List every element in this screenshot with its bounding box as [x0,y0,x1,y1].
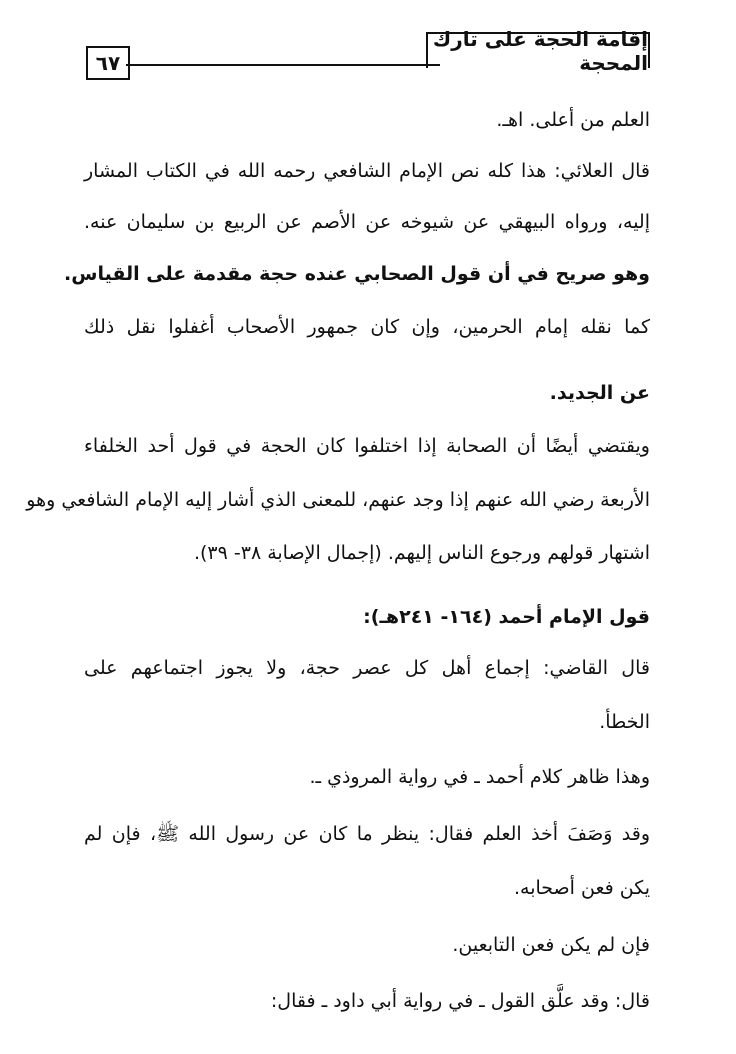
page-header [86,26,650,75]
text-line-4: وهو صريح في أن قول الصحابي عنده حجة مقدمة على القياس. [64,263,650,285]
header-rule [126,64,440,66]
text-line-15: يكن فعن أصحابه. [513,877,650,899]
text-line-13: وهذا ظاهر كلام أحمد ـ في رواية المروذي ـ. [309,766,650,788]
text-line-9: اشتهار قولهم ورجوع الناس إليهم. (إجمال الإصابة ٣٨- ٣٩). [193,542,650,564]
text-line-12: الخطأ. [599,711,650,733]
text-line-14: وقد وَصَفَ أخذ العلم فقال: ينظر ما كان عن رسول الله ﷺ، فإن لم [84,823,650,845]
text-line-6: عن الجديد. [549,382,650,404]
text-line-5: كما نقله إمام الحرمين، وإن كان جمهور الأصحاب أغفلوا نقل ذلك [84,316,650,338]
section-heading: قول الإمام أحمد (١٦٤- ٢٤١هـ): [363,606,650,628]
text-line-2: قال العلائي: هذا كله نص الإمام الشافعي رحمه الله في الكتاب المشار [84,160,650,182]
page-number: ٦٧ [86,46,130,80]
running-title: إقامة الحجة على تارك المحجة [426,32,650,68]
text-line-1: العلم من أعلى. اهـ. [496,109,650,131]
text-line-7: ويقتضي أيضًا أن الصحابة إذا اختلفوا كان الحجة في قول أحد الخلفاء [84,435,650,457]
text-line-17: قال: وقد علَّق القول ـ في رواية أبي داود ـ فقال: [270,990,650,1012]
text-line-16: فإن لم يكن فعن التابعين. [452,934,650,956]
text-line-11: قال القاضي: إجماع أهل كل عصر حجة، ولا يجوز اجتماعهم على [84,657,650,679]
text-line-8: الأربعة رضي الله عنهم إذا وجد عنهم، للمعنى الذي أشار إليه الإمام الشافعي وهو [26,489,650,511]
text-line-3: إليه، ورواه البيهقي عن شيوخه عن الأصم عن الربيع بن سليمان عنه. [84,211,650,233]
